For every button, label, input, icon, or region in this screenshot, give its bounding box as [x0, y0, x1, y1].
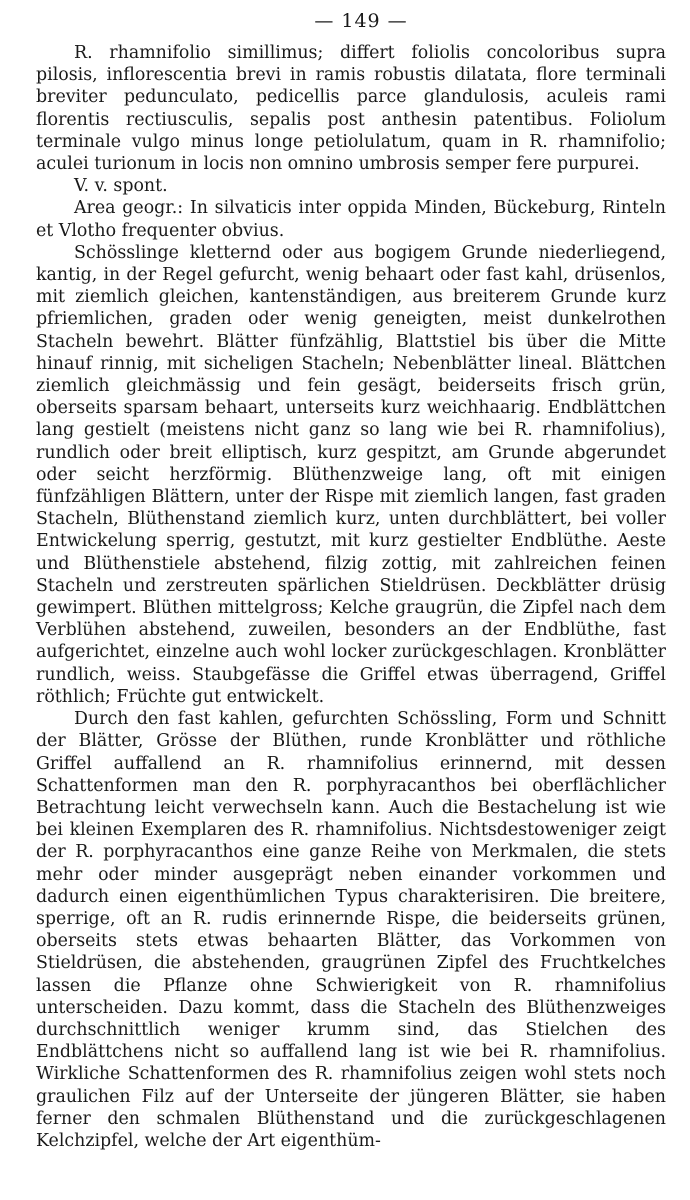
page-number: — 149 — — [314, 10, 408, 32]
geographic-area-paragraph: Area geogr.: In silvaticis inter oppida Minden, Bückeburg, Rinteln et Vlotho frequenter obvius. — [36, 198, 666, 241]
comparison-paragraph: Durch den fast kahlen, gefurchten Schössling, Form und Schnitt der Blätter, Grösse der Blüthen, runde Kronblätter und röthliche Griffel auffallend an R. rhamnifolius erinnernd, mit dessen Schattenformen man den R. porphyracanthos bei oberflächlicher Betrachtung leicht verwechseln kann. Auch die Bestachelung ist wie bei kleinen Exemplaren des R. rhamnifolius. Nichtsdestoweniger zeigt der R. porphyracanthos eine ganze Reihe von Merkmalen, die stets mehr oder minder ausgeprägt neben einander vorkommen und dadurch einen eigenthümlichen Typus charakterisiren. Die breitere, sperrige, oft an R. rudis erinnernde Rispe, die beiderseits grünen, oberseits stets etwas behaarten Blätter, das Vorkommen von Stieldrüsen, die abstehenden, graugrünen Zipfel des Fruchtkelches lassen die Pflanze ohne Schwierigkeit von R. rhamnifolius unterscheiden. Dazu kommt, dass die Stacheln des Blüthenzweiges durchschnittlich weniger krumm sind, das Stielchen des Endblättchens nicht so auffallend lang ist wie bei R. rhamnifolius. Wirkliche Schattenformen des R. rhamnifolius zeigen wohl stets noch graulichen Filz auf der Unterseite der jüngeren Blätter, sie haben ferner den schmalen Blüthenstand und die zurückgeschlagenen Kelchzipfel, welche der Art eigenthüm- — [36, 709, 666, 1151]
description-paragraph: Schösslinge kletternd oder aus bogigem Grunde niederliegend, kantig, in der Regel gefurcht, wenig behaart oder fast kahl, drüsenlos, mit ziemlich gleichen, kantenständigen, aus breiterem Grunde kurz pfriemlichen, graden oder wenig geneigten, meist dunkelrothen Stacheln bewehrt. Blätter fünfzählig, Blattstiel bis über die Mitte hinauf rinnig, mit sicheligen Stacheln; Nebenblätter lineal. Blättchen ziemlich gleichmässig und fein gesägt, beiderseits frisch grün, oberseits sparsam behaart, unterseits kurz weichhaarig. Endblättchen lang gestielt (meistens nicht ganz so lang wie bei R. rhamnifolius), rundlich oder breit elliptisch, kurz gespitzt, am Grunde abgerundet oder seicht herzförmig. Blüthenzweige lang, oft mit einigen fünfzähligen Blättern, unter der Rispe mit ziemlich langen, fast graden Stacheln, Blüthenstand ziemlich kurz, unten durchblättert, bei voller Entwickelung sperrig, gestutzt, mit kurz gestielter Endblüthe. Aeste und Blüthenstiele abstehend, filzig zottig, mit zahlreichen feinen Stacheln und zerstreuten spärlichen Stieldrüsen. Deckblätter drüsig gewimpert. Blüthen mittelgross; Kelche graugrün, die Zipfel nach dem Verblühen abstehend, zuweilen, besonders an der Endblüthe, fast aufgerichtet, einzelne auch wohl locker zurückgeschlagen. Kronblätter rundlich, weiss. Staubgefässe die Griffel etwas überragend, Griffel röthlich; Früchte gut entwickelt. — [36, 242, 666, 707]
observation-note: V. v. spont. — [74, 176, 168, 197]
latin-diagnosis-paragraph: R. rhamnifolio simillimus; differt foliolis concoloribus supra pilosis, inflorescentia brevi in ramis robustis dilatata, flore terminali breviter pedunculato, pedicellis parce glandulosis, aculeis rami florentis rectiusculis, sepalis post anthesin patentibus. Foliolum terminale vulgo minus longe petiolulatum, quam in R. rhamnifolio; aculei turionum in locis non omnino umbrosis semper fere purpurei. — [36, 43, 666, 175]
page-body — [36, 42, 666, 1152]
